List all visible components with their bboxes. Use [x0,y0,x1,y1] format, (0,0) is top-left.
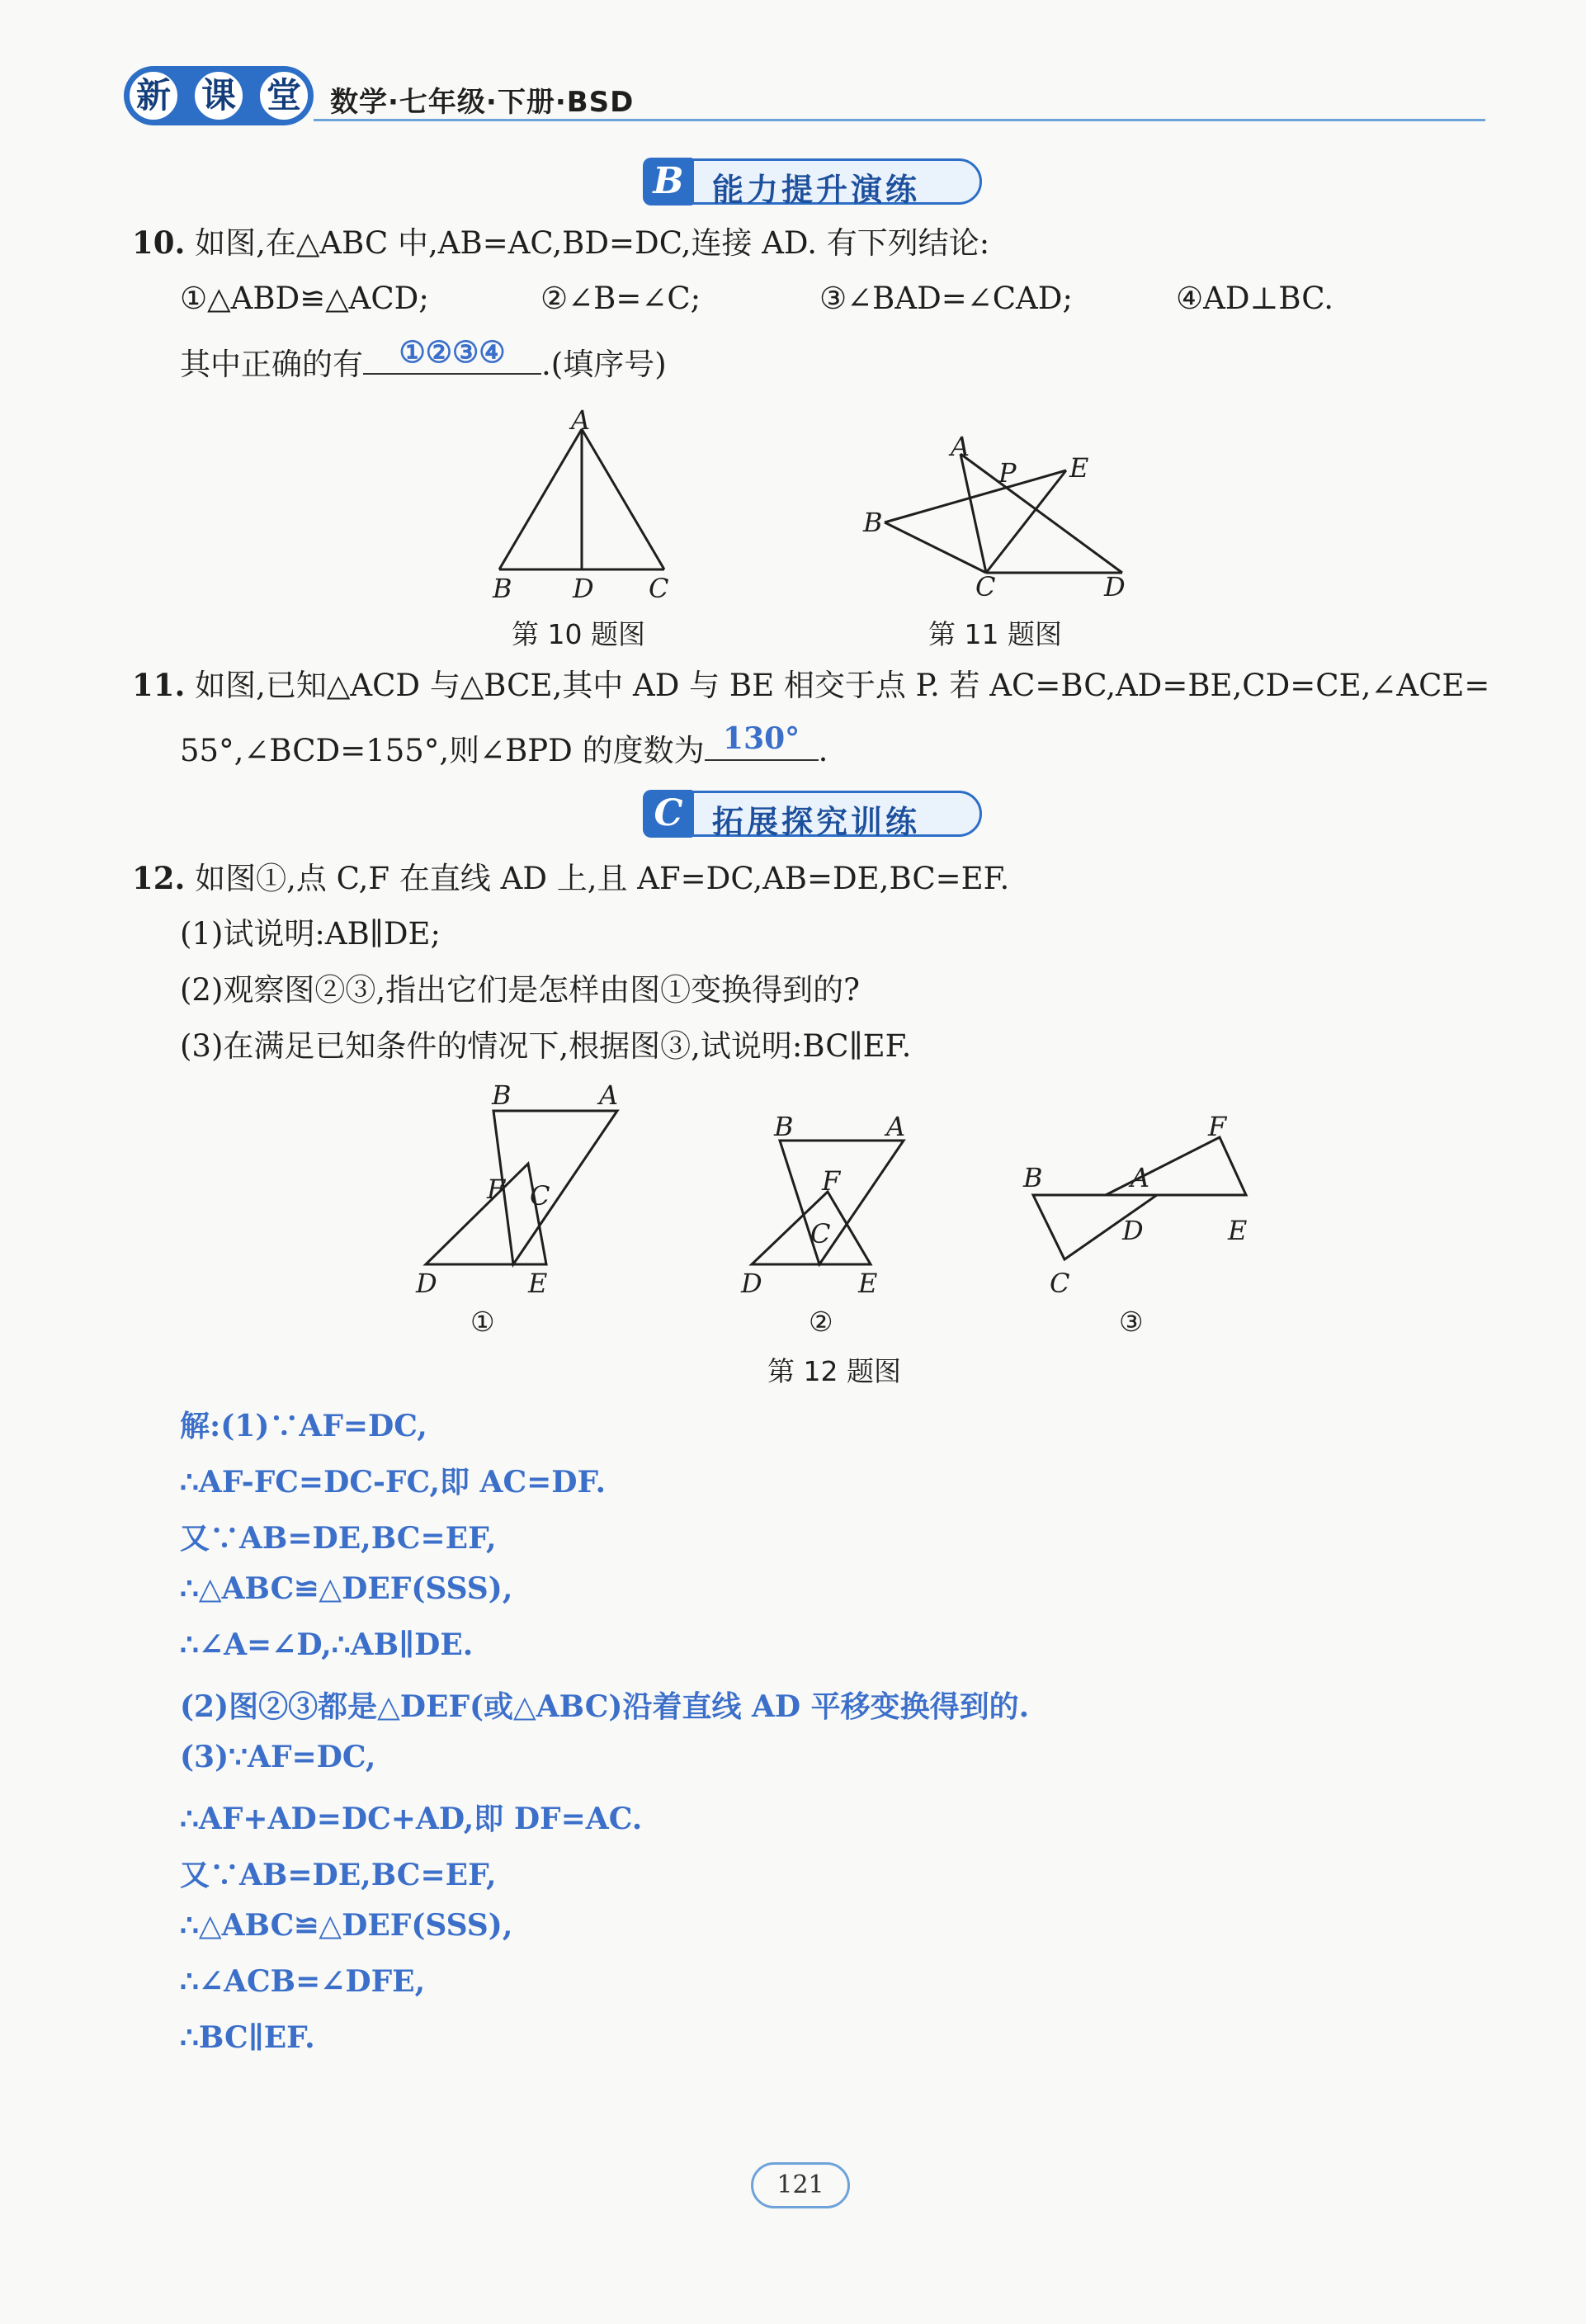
logo-char-2: 课 [192,69,245,122]
book-title: 数学·七年级·下册·BSD [330,86,635,119]
q11-line-1 [132,667,1489,704]
figure-12-2 [739,1122,937,1279]
fig12-1-label-d: D [416,1268,437,1299]
header-rule [314,119,1485,121]
q10-option-3: ③∠BAD=∠CAD; [819,281,1073,316]
fig12-3-label-f: F [1208,1111,1227,1142]
fig12-2-label-d: D [741,1268,762,1299]
fig12-3-label-b: B [1023,1162,1043,1193]
solution-line-1: 解:(1)∵AF=DC, [180,1409,427,1443]
fig10-label-d: D [573,573,594,604]
fig12-2-label-f: F [822,1165,841,1197]
q11-answer-blank [705,721,819,761]
solution-line-10: ∴△ABC≌△DEF(SSS), [180,1908,513,1943]
solution-line-7: (3)∵AF=DC, [180,1740,376,1774]
solution-line-8: ∴AF+AD=DC+AD,即 DF=AC. [180,1802,643,1836]
solution-line-6: (2)图②③都是△DEF(或△ABC)沿着直线 AD 平移变换得到的. [180,1689,1030,1724]
q11-text-2: 55°,∠BCD=155°,则∠BPD 的度数为 [180,733,705,768]
fig12-1-label-b: B [492,1079,512,1111]
fig12-1-triangle-def [426,1164,546,1264]
series-logo [124,66,314,125]
q12-part-3: (3)在满足已知条件的情况下,根据图③,试说明:BC∥EF. [180,1028,912,1064]
solution-line-11: ∴∠ACB=∠DFE, [180,1964,426,1999]
section-c-banner [644,791,982,840]
fig11-label-p: P [998,457,1017,489]
solution-line-4: ∴△ABC≌△DEF(SSS), [180,1571,513,1606]
fig11-segment-bc [885,522,986,573]
fig12-1-label-a: A [599,1079,619,1111]
figure-12-1 [404,1089,635,1279]
q10-number: 10. [132,224,186,261]
fig10-side-ab [499,429,582,569]
solution-line-3: 又∵AB=DE,BC=EF, [180,1521,497,1556]
figure-11 [850,421,1147,594]
q12-stem: 如图①,点 C,F 在直线 AD 上,且 AF=DC,AB=DE,BC=EF. [195,861,1010,896]
fig12-3-label-a: A [1130,1162,1150,1193]
section-b-letter: B [643,158,694,205]
fig11-label-b: B [863,507,883,538]
q11-answer: 130° [723,721,800,756]
q10-fill-prefix: 其中正确的有 [180,347,363,382]
solution-line-9: 又∵AB=DE,BC=EF, [180,1858,497,1892]
fig10-label-a: A [571,404,591,436]
section-c-letter: C [643,790,694,838]
logo-char-3: 堂 [257,69,310,122]
fig12-3-label-d: D [1122,1215,1144,1246]
q11-line-2 [180,721,828,769]
fig12-1-label-c: C [530,1180,550,1212]
fig11-caption: 第 11 题图 [928,618,1062,650]
q10-stem-line [132,224,989,262]
fig12-3-caption: ③ [1119,1306,1144,1338]
q10-fill-line [180,335,667,383]
fig12-caption: 第 12 题图 [767,1355,901,1387]
q12-part-1: (1)试说明:AB∥DE; [180,916,441,952]
fig12-2-caption: ② [809,1306,833,1338]
solution-line-5: ∴∠A=∠D,∴AB∥DE. [180,1627,474,1662]
q11-text-3: . [818,733,828,768]
fig11-segment-be [885,470,1066,522]
q12-part-2: (2)观察图②③,指出它们是怎样由图①变换得到的? [180,972,861,1008]
section-c-title: 拓展探究训练 [712,804,921,840]
logo-char-1: 新 [127,69,180,122]
fig11-segment-ad [961,454,1122,573]
fig12-1-triangle-abc [493,1111,617,1264]
q11-number: 11. [132,667,186,703]
fig12-3-triangle-def [1106,1137,1246,1195]
q11-text-1: 如图,已知△ACD 与△BCE,其中 AD 与 BE 相交于点 P. 若 AC=BC,AD=BE,CD=CE,∠ACE= [195,668,1490,703]
solution-line-2: ∴AF-FC=DC-FC,即 AC=DF. [180,1465,606,1500]
solution-line-12: ∴BC∥EF. [180,2020,315,2055]
q10-stem: 如图,在△ABC 中,AB=AC,BD=DC,连接 AD. 有下列结论: [195,225,990,261]
fig11-label-e: E [1069,452,1089,484]
fig12-3-label-e: E [1228,1215,1248,1246]
page-number: 121 [751,2162,850,2208]
section-b-banner [644,158,982,208]
fig12-2-triangle-abc [780,1141,904,1264]
fig10-side-ac [582,429,664,569]
section-b-title: 能力提升演练 [712,172,921,208]
fig10-caption: 第 10 题图 [512,618,645,650]
q12-stem-line [132,860,1009,897]
fig12-1-label-f: F [487,1174,506,1205]
fig11-segment-ac [961,454,986,573]
fig10-label-b: B [493,573,512,604]
fig11-label-d: D [1104,571,1126,602]
q10-option-2: ②∠B=∠C; [540,281,701,316]
fig12-1-caption: ① [470,1306,495,1338]
q12-number: 12. [132,860,186,896]
fig12-2-label-e: E [858,1268,878,1299]
fig12-2-label-a: A [886,1111,906,1142]
fig10-label-c: C [649,573,669,604]
q10-option-1: ①△ABD≌△ACD; [180,281,429,316]
fig12-1-label-e: E [528,1268,548,1299]
fig12-2-label-b: B [774,1111,794,1142]
fig12-2-label-c: C [810,1218,831,1249]
q10-answer: ①②③④ [399,335,506,370]
q10-fill-suffix: .(填序号) [541,347,667,382]
q10-answer-blank [363,335,541,375]
q10-option-4: ④AD⊥BC. [1176,281,1333,316]
fig12-3-label-c: C [1050,1268,1070,1299]
fig11-label-c: C [975,571,996,602]
fig11-label-a: A [951,431,970,462]
figure-12-3 [1015,1131,1263,1271]
